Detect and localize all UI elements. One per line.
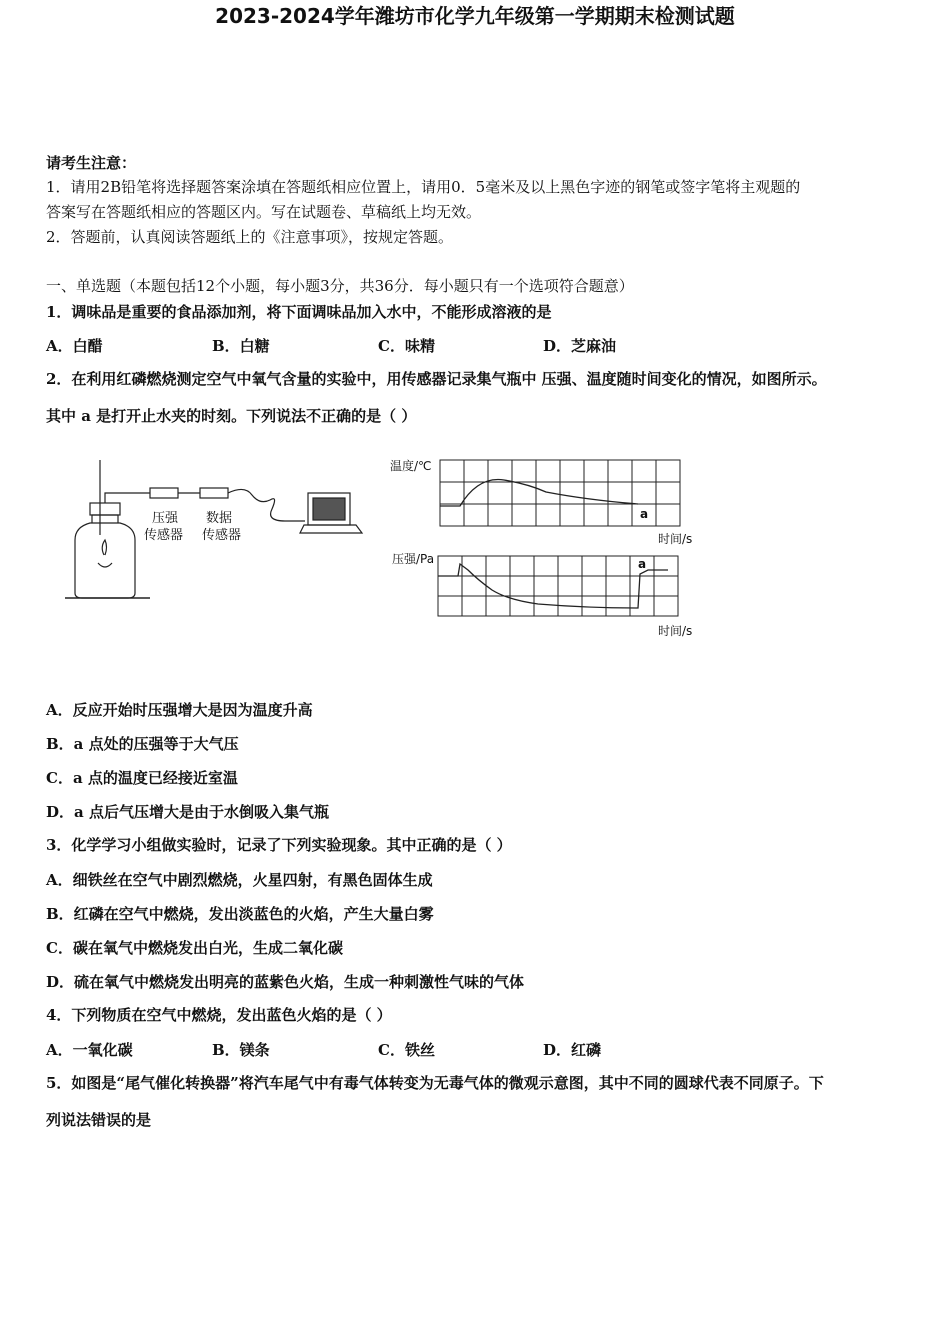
notice-line-1-cont: 答案写在答题纸相应的答题区内。写在试题卷、草稿纸上均无效。 (46, 203, 482, 221)
q4-option-a: A．一氧化碳 (46, 1041, 133, 1059)
data-sensor-label-1: 数据 (206, 511, 233, 526)
question-5-stem-cont: 列说法错误的是 (46, 1111, 152, 1129)
section-heading: 一、单选题（本题包括12个小题，每小题3分，共36分．每小题只有一个选项符合题意） (46, 277, 634, 295)
q1-option-a: A．白醋 (46, 337, 103, 355)
bottle-cap (90, 503, 120, 515)
question-5-stem: 5．如图是“尾气催化转换器”将汽车尾气中有毒气体转变为无毒气体的微观示意图，其中不同的圆球代表不同原子。下 (46, 1074, 824, 1092)
q2-option-d: D．a 点后气压增大是由于水倒吸入集气瓶 (46, 803, 329, 821)
q3-option-c: C．碳在氧气中燃烧发出白光，生成二氧化碳 (46, 939, 343, 957)
q4-option-d: D．红磷 (543, 1041, 602, 1059)
sensor-graphs (388, 452, 708, 644)
q4-option-b: B．镁条 (212, 1041, 270, 1059)
page-title: 2023-2024学年潍坊市化学九年级第一学期期末检测试题 (215, 4, 735, 28)
q3-option-d: D．硫在氧气中燃烧发出明亮的蓝紫色火焰，生成一种刺激性气味的气体 (46, 973, 525, 991)
temperature-time-label: 时间/s (658, 532, 693, 546)
pressure-axis-label: 压强/Pa (392, 552, 435, 566)
tube-1 (105, 493, 150, 503)
temperature-axis-label: 温度/℃ (390, 459, 432, 473)
data-sensor-box (200, 488, 228, 498)
pressure-sensor-label-1: 压强 (152, 511, 179, 526)
cable (228, 489, 305, 521)
pressure-time-label: 时间/s (658, 624, 693, 638)
question-4-stem: 4．下列物质在空气中燃烧，发出蓝色火焰的是（ ） (46, 1006, 392, 1024)
q1-option-b: B．白糖 (212, 337, 270, 355)
notice-line-2: 2．答题前，认真阅读答题纸上的《注意事项》，按规定答题。 (46, 228, 454, 246)
flame (102, 540, 106, 555)
pressure-sensor-box (150, 488, 178, 498)
notice-line-1: 1．请用2B铅笔将选择题答案涂填在答题纸相应位置上，请用0．5毫米及以上黑色字迹的钢笔或签字笔将主观题的 (46, 178, 801, 196)
combustion-spoon (98, 563, 112, 567)
laptop-keyboard (300, 525, 362, 533)
bottle-stopper (92, 515, 118, 523)
notice-heading: 请考生注意： (46, 154, 137, 172)
pressure-curve (438, 564, 668, 608)
q3-option-a: A．细铁丝在空气中剧烈燃烧，火星四射，有黑色固体生成 (46, 871, 433, 889)
question-2-stem-cont: 其中 a 是打开止水夹的时刻。下列说法不正确的是（ ） (46, 407, 417, 425)
q3-option-b: B．红磷在空气中燃烧，发出淡蓝色的火焰，产生大量白雾 (46, 905, 434, 923)
q2-option-b: B．a 点处的压强等于大气压 (46, 735, 239, 753)
question-3-stem: 3．化学学习小组做实验时，记录了下列实验现象。其中正确的是（ ） (46, 836, 512, 854)
q2-option-a: A．反应开始时压强增大是因为温度升高 (46, 701, 313, 719)
apparatus-figure (60, 455, 390, 605)
q4-option-c: C．铁丝 (378, 1041, 435, 1059)
question-1-stem: 1．调味品是重要的食品添加剂，将下面调味品加入水中，不能形成溶液的是 (46, 303, 552, 321)
temperature-point-a: a (640, 507, 649, 521)
q1-option-d: D．芝麻油 (543, 337, 617, 355)
pressure-point-a: a (638, 557, 647, 571)
q1-option-c: C．味精 (378, 337, 435, 355)
q2-option-c: C．a 点的温度已经接近室温 (46, 769, 238, 787)
pressure-sensor-label-2: 传感器 (144, 528, 184, 543)
gas-bottle (75, 523, 135, 598)
data-sensor-label-2: 传感器 (202, 528, 242, 543)
laptop-display (313, 498, 345, 520)
question-2-stem: 2．在利用红磷燃烧测定空气中氧气含量的实验中，用传感器记录集气瓶中 压强、温度随时间变化的情况，如图所示。 (46, 370, 827, 388)
